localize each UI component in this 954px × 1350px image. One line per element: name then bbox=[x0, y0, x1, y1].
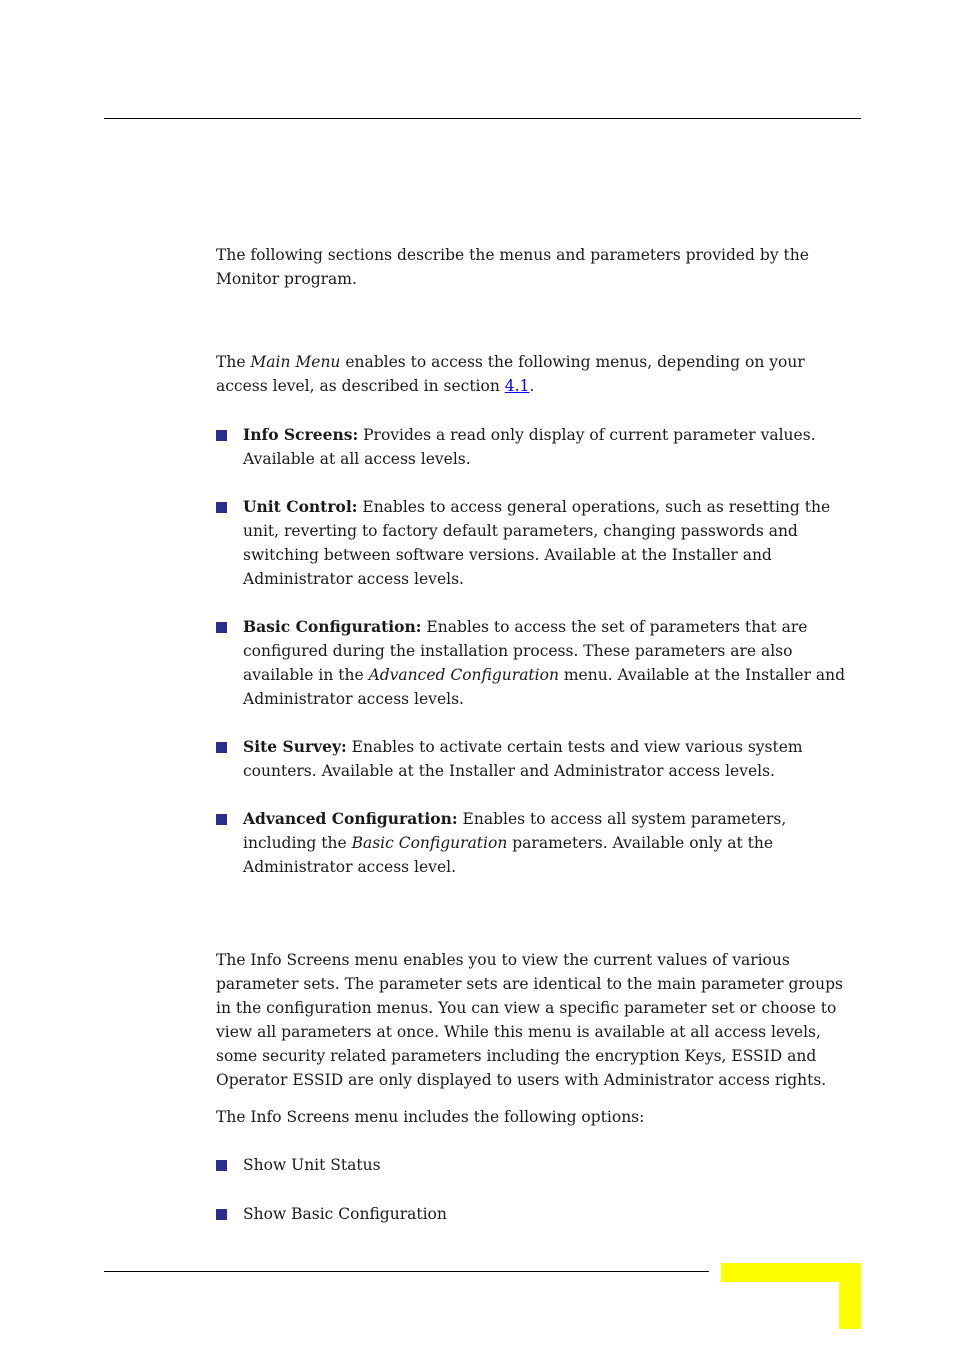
bullet-square-icon bbox=[216, 502, 227, 513]
list-item-unit-control: Unit Control: Enables to access general operations, such as resetting the unit, reverting to factory default parameters, changing passwords and switching between software versions. Available at the Installer and Administrator access levels. bbox=[216, 495, 861, 591]
bullet-square-icon bbox=[216, 814, 227, 825]
bullet-square-icon bbox=[216, 1160, 227, 1171]
list-item-advanced-configuration: Advanced Configuration: Enables to access all system parameters, including the Basic Configuration parameters. Available only at the Administrator access level. bbox=[216, 807, 861, 879]
bullet-square-icon bbox=[216, 742, 227, 753]
info-screens-includes: The Info Screens menu includes the following options: bbox=[216, 1108, 645, 1126]
main-menu-term: Main Menu bbox=[250, 353, 341, 371]
bullet-square-icon bbox=[216, 622, 227, 633]
main-menu-paragraph: The Main Menu enables to access the following menus, depending on your access level, as described in section 4.1. bbox=[216, 353, 805, 395]
list-item-info-screens: Info Screens: Provides a read only display of current parameter values. Available at all access levels. bbox=[216, 423, 861, 471]
info-screens-paragraph: The Info Screens menu enables you to view the current values of various parameter sets. The parameter sets are identical to the main parameter groups in the configuration menus. You can view a specific parameter set or choose to view all parameters at once. While this menu is available at all access levels, some security related parameters including the encryption Keys, ESSID and Operator ESSID are only displayed to users with Administrator access rights. bbox=[216, 951, 843, 1089]
footer-rule bbox=[104, 1271, 709, 1272]
bullet-square-icon bbox=[216, 1209, 227, 1220]
section-link[interactable]: 4.1 bbox=[504, 377, 530, 395]
bullet-square-icon bbox=[216, 430, 227, 441]
page-corner-mark-vertical bbox=[839, 1263, 861, 1329]
list-item-site-survey: Site Survey: Enables to activate certain tests and view various system counters. Available at the Installer and Administrator access levels. bbox=[216, 735, 861, 783]
list-item-show-basic-configuration: Show Basic Configuration bbox=[216, 1202, 861, 1226]
header-rule bbox=[104, 118, 861, 119]
list-item-show-unit-status: Show Unit Status bbox=[216, 1153, 861, 1177]
intro-paragraph: The following sections describe the menus and parameters provided by the Monitor program. bbox=[216, 246, 809, 288]
list-item-basic-configuration: Basic Configuration: Enables to access the set of parameters that are configured during the installation process. These parameters are also available in the Advanced Configuration menu. Available at the Installer and Administrator access levels. bbox=[216, 615, 861, 711]
